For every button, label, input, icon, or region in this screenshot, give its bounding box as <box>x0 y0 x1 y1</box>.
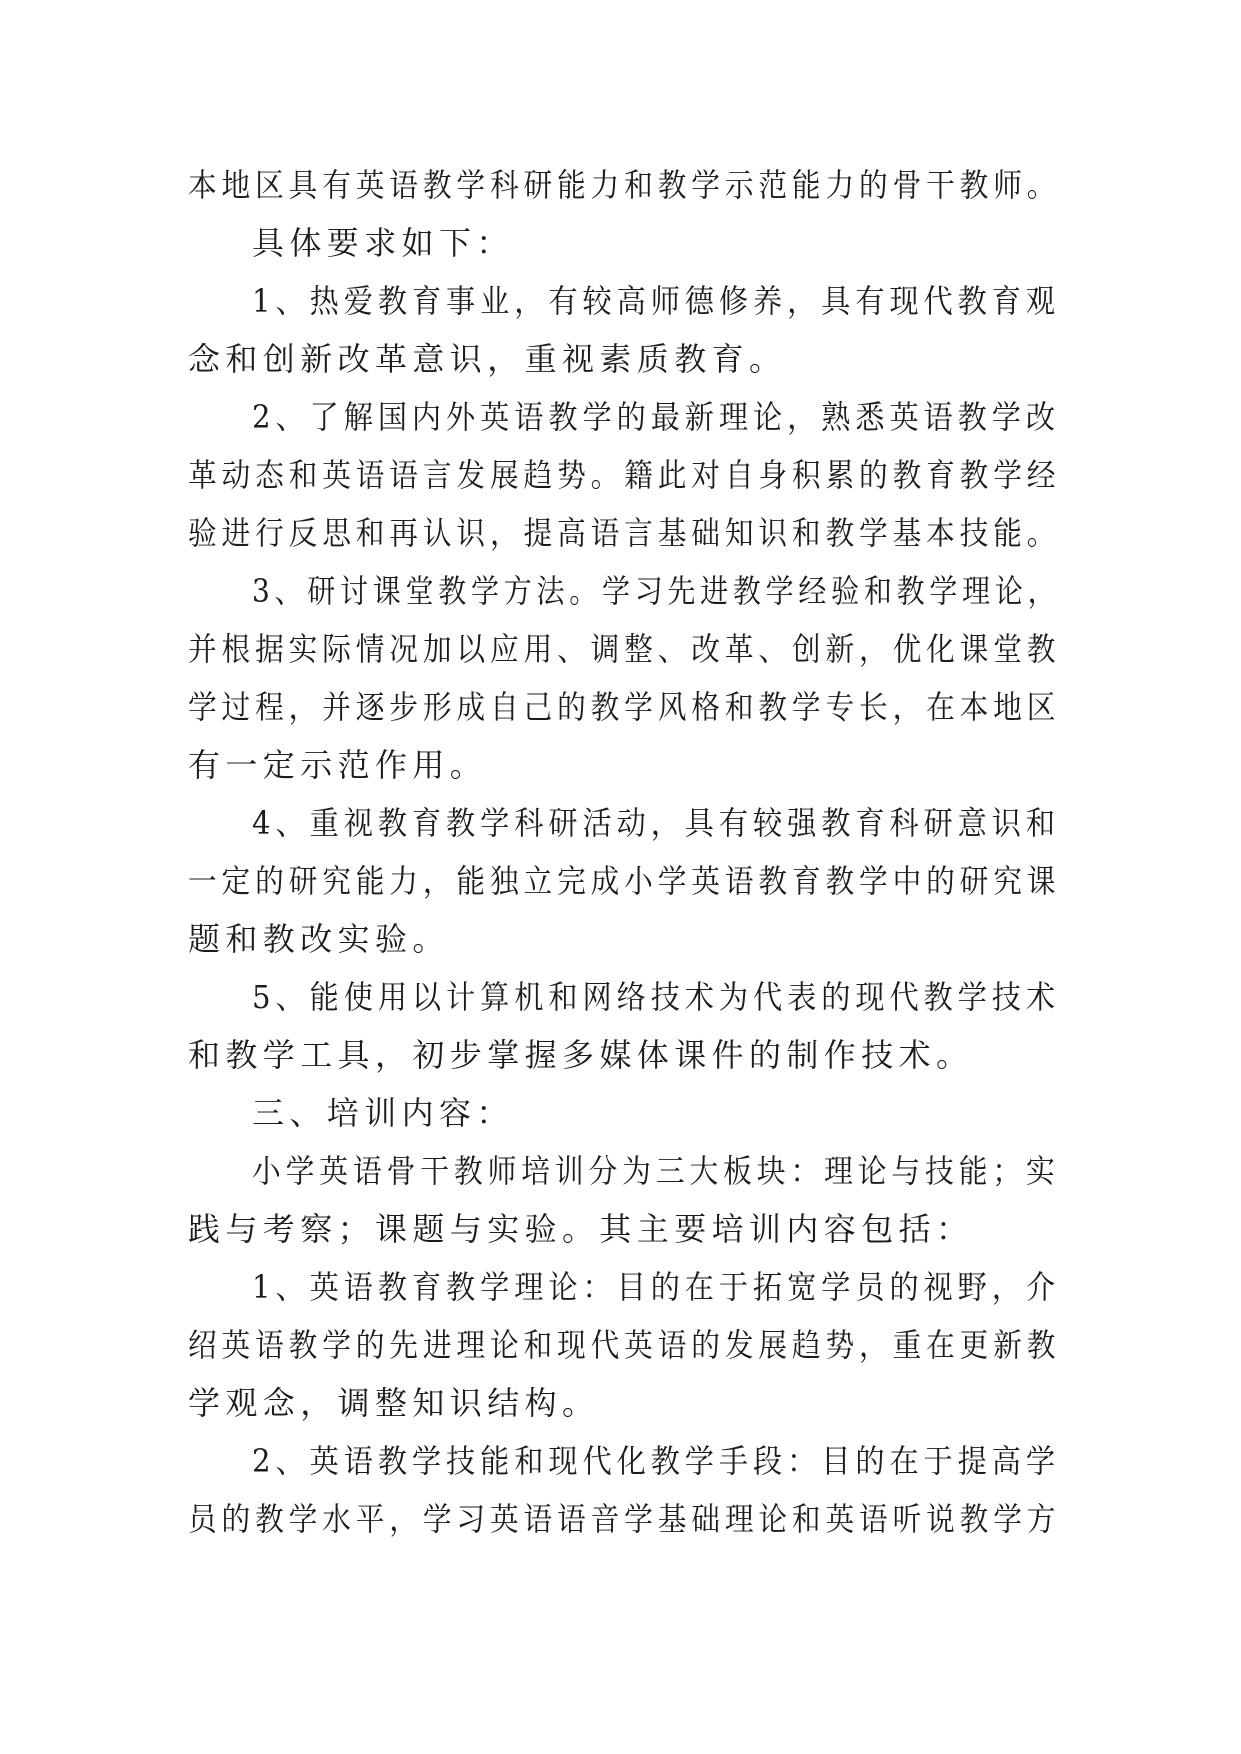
text-line: 4、重视教育教学科研活动，具有较强教育科研意识和 <box>252 804 1061 842</box>
text-line: 一定的研究能力，能独立完成小学英语教育教学中的研究课 <box>188 862 1061 900</box>
text-line: 学观念，调整知识结构。 <box>188 1384 600 1422</box>
text-line: 并根据实际情况加以应用、调整、改革、创新，优化课堂教 <box>188 630 1061 668</box>
text-line: 3、研讨课堂教学方法。学习先进教学经验和教学理论， <box>252 572 1061 610</box>
section-heading: 三、培训内容： <box>252 1094 514 1132</box>
text-line: 践与考察；课题与实验。其主要培训内容包括： <box>188 1210 974 1248</box>
text-line: 验进行反思和再认识，提高语言基础知识和教学基本技能。 <box>188 514 1061 552</box>
text-line: 革动态和英语语言发展趋势。籍此对自身积累的教育教学经 <box>188 456 1061 494</box>
text-line: 题和教改实验。 <box>188 920 450 958</box>
text-line: 5、能使用以计算机和网络技术为代表的现代教学技术 <box>252 978 1061 1016</box>
text-line: 学过程，并逐步形成自己的教学风格和教学专长，在本地区 <box>188 688 1061 726</box>
text-line: 有一定示范作用。 <box>188 746 488 784</box>
text-line: 和教学工具，初步掌握多媒体课件的制作技术。 <box>188 1036 974 1074</box>
text-line: 具体要求如下： <box>252 224 514 262</box>
text-line: 念和创新改革意识，重视素质教育。 <box>188 340 787 378</box>
text-line: 2、了解国内外英语教学的最新理论，熟悉英语教学改 <box>252 398 1061 436</box>
text-line: 绍英语教学的先进理论和现代英语的发展趋势，重在更新教 <box>188 1326 1061 1364</box>
text-line: 2、英语教学技能和现代化教学手段：目的在于提高学 <box>252 1442 1061 1480</box>
text-line: 1、热爱教育事业，有较高师德修养，具有现代教育观 <box>252 282 1061 320</box>
text-line: 员的教学水平，学习英语语音学基础理论和英语听说教学方 <box>188 1500 1061 1538</box>
text-line: 本地区具有英语教学科研能力和教学示范能力的骨干教师。 <box>188 166 1061 204</box>
text-line: 1、英语教育教学理论：目的在于拓宽学员的视野，介 <box>252 1268 1061 1306</box>
text-line: 小学英语骨干教师培训分为三大板块：理论与技能；实 <box>252 1152 1060 1190</box>
